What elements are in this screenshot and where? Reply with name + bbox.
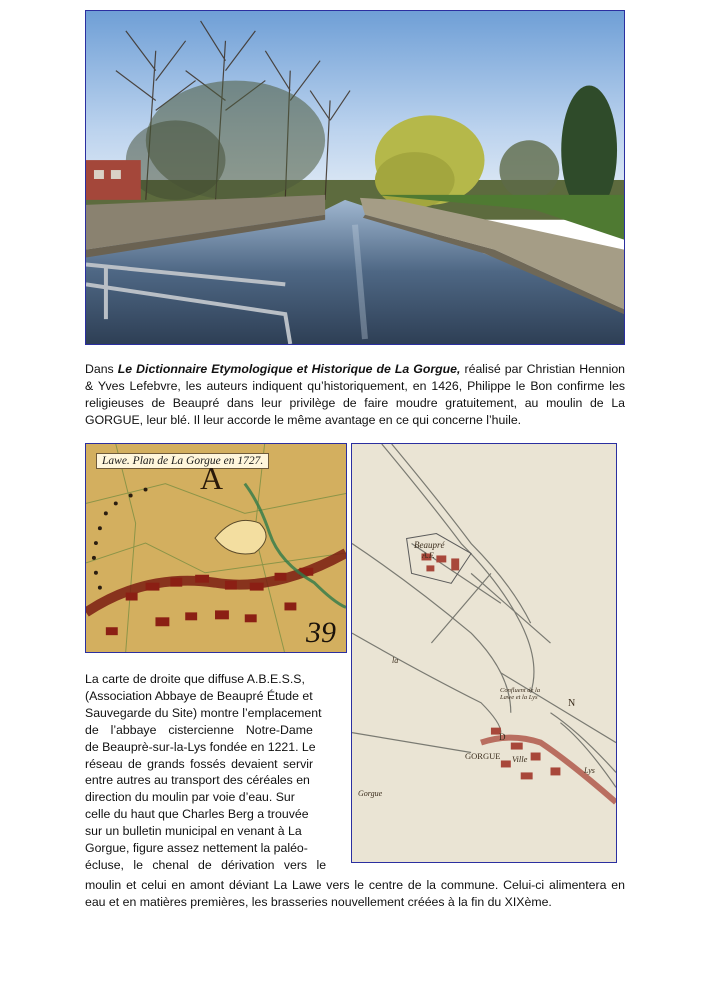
canal-photo [85,10,625,345]
map-label-af: A.F. [422,551,435,560]
map-label-ville: Ville [512,754,528,764]
map-description-line: réseau de grands fossés devaient servir [85,756,314,771]
map-description-line: Gorgue, figure assez nettement la paléo- [85,841,308,856]
map-description-line: (Association Abbaye de Beaupré Étude et [85,688,313,703]
map-description-line: La carte de droite que diffuse A.B.E.S.S, [85,672,305,686]
map-label-beaupre: Beaupré [414,540,445,550]
map-label-lys: Lys [584,766,595,775]
map-description-line: celle du haut que Charles Berg a trouvée [85,807,309,822]
map-label-d: D [499,732,506,742]
map-1727-title: Lawe. Plan de La Gorgue en 1727. [96,453,269,469]
closing-paragraph: moulin et celui en amont déviant La Lawe vers le centre de la commune. Celui-ci alimentera en eau et en matières premières, les brasseries nouvellement créées à la fin du XIXème. [85,878,625,909]
map-label-la: la [392,656,399,665]
map-label-n: N [568,698,576,709]
map-description-line: entre autres au transport des céréales en [85,773,310,788]
map-abess [351,443,617,863]
map-label-gorgue: GORGUE [465,751,501,761]
map-1727-letter: A [200,460,224,496]
map-description-line: de l’abbaye cistercienne Notre-Dame [85,722,313,737]
map-description-line: de Beauprè-sur-la-Lys fondée en 1221. Le [85,739,316,754]
map-description-paragraph [85,671,338,874]
map-label-gorgue-small: Gorgue [358,789,383,798]
map-description-line: Sauvegarde du Site) montre l’emplacement [85,705,322,720]
book-title: Le Dictionnaire Etymologique et Historique de La Gorgue, [117,362,461,376]
map-description-line: direction du moulin par voie d’eau. Sur [85,790,295,805]
map-1727 [85,443,347,653]
map-label-confluent: Confluent de la Lawe et la Lys [500,687,541,701]
intro-lead: Dans [85,362,118,376]
intro-rest: réalisé par Christian Hennion & Yves Lefebvre, les auteurs indiquent qu’historiquement, en 1426, Philippe le Bon confirme les religieuses de Beaupré dans leur privilège de faire moudre gratuitement, au moulin de La GORGUE, leur blé. Il leur accorde le même avantage en ce qui concerne l’huile. [85,362,625,427]
intro-paragraph [85,361,625,429]
map-1727-page-number: 39 [306,616,336,649]
map-description-line: sur un bulletin municipal en venant à La [85,824,302,839]
map-description-line: écluse, le chenal de dérivation vers le [85,857,327,872]
